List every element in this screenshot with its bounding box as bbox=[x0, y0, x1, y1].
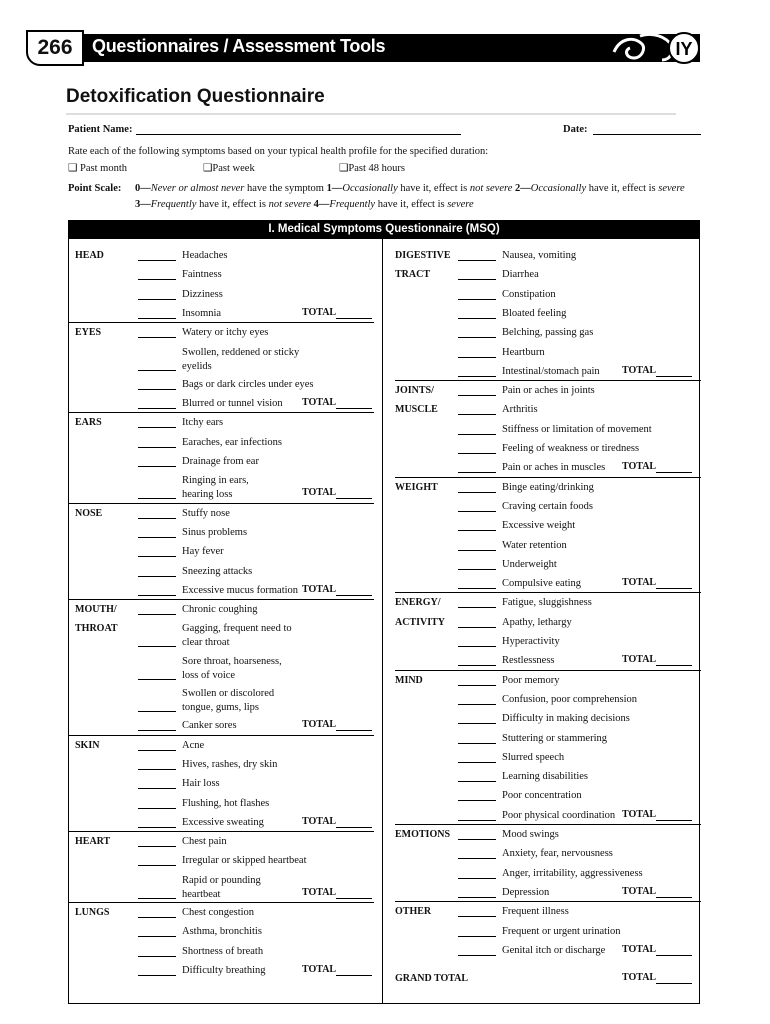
symptom-stuttering-or-stammering: Stuttering or stammering bbox=[502, 732, 607, 744]
symptom-itchy-ears: Itchy ears bbox=[182, 417, 224, 429]
symptom-bags-or-dark-circles-under-eyes: Bags or dark circles under eyes bbox=[182, 378, 314, 390]
symptom-sinus-problems: Sinus problems bbox=[182, 526, 248, 538]
category-head: HEAD bbox=[75, 250, 104, 261]
symptom-intestinal-stomach-pain: Intestinal/stomach pain bbox=[502, 365, 600, 377]
total-field-nose[interactable] bbox=[336, 595, 372, 596]
symptom-learning-disabilities: Learning disabilities bbox=[502, 771, 589, 783]
symptom-heartburn: Heartburn bbox=[502, 346, 545, 358]
svg-text:IY: IY bbox=[675, 39, 693, 59]
total-field-energy-activity[interactable] bbox=[656, 665, 692, 666]
total-label-head: TOTAL bbox=[302, 306, 337, 318]
total-field-head[interactable] bbox=[336, 318, 372, 319]
category-joints-muscle: MUSCLE bbox=[395, 404, 438, 416]
score-blank-sinus-problems[interactable] bbox=[138, 537, 176, 538]
symptom-flushing-hot-flashes: Flushing, hot flashes bbox=[182, 797, 270, 809]
symptom-blurred-or-tunnel-vision: Blurred or tunnel vision bbox=[182, 398, 283, 410]
score-blank-difficulty-in-making-decisions[interactable] bbox=[458, 723, 496, 724]
category-ears: EARS bbox=[75, 417, 102, 429]
symptom-stuffy-nose: Stuffy nose bbox=[182, 507, 230, 519]
symptom-sneezing-attacks: Sneezing attacks bbox=[182, 565, 253, 577]
symptom-hair-loss: Hair loss bbox=[182, 778, 220, 790]
category-mouth-throat: MOUTH/ bbox=[75, 604, 117, 616]
score-blank-depression[interactable] bbox=[458, 897, 496, 898]
score-blank-blurred-or-tunnel-vision[interactable] bbox=[138, 408, 176, 409]
title-divider bbox=[66, 113, 676, 115]
score-blank-nausea-vomiting[interactable] bbox=[458, 260, 496, 261]
score-blank-bags-or-dark-circles-under-eyes[interactable] bbox=[138, 389, 176, 390]
total-label-digestive-tract: TOTAL bbox=[622, 364, 657, 376]
symptom-belching-passing-gas: Belching, passing gas bbox=[502, 327, 594, 339]
total-label-skin: TOTAL bbox=[302, 815, 337, 827]
symptom-ringing-in-ears-hearing-loss: Ringing in ears, hearing loss bbox=[182, 475, 249, 501]
total-label-eyes: TOTAL bbox=[302, 397, 337, 409]
score-blank-underweight[interactable] bbox=[458, 569, 496, 570]
grand-total-field[interactable] bbox=[656, 983, 692, 984]
symptom-hives-rashes-dry-skin: Hives, rashes, dry skin bbox=[182, 758, 278, 770]
checkbox-icon[interactable]: ❑ bbox=[339, 163, 349, 174]
total-field-mind[interactable] bbox=[656, 820, 692, 821]
score-blank-feeling-of-weakness-or-tiredness[interactable] bbox=[458, 453, 496, 454]
score-blank-stuttering-or-stammering[interactable] bbox=[458, 743, 496, 744]
score-blank-chest-congestion[interactable] bbox=[138, 917, 176, 918]
symptom-nausea-vomiting: Nausea, vomiting bbox=[502, 250, 577, 261]
total-label-emotions: TOTAL bbox=[622, 885, 657, 897]
symptom-mood-swings: Mood swings bbox=[502, 829, 559, 840]
total-field-lungs[interactable] bbox=[336, 975, 372, 976]
category-lungs: LUNGS bbox=[75, 907, 110, 918]
symptom-gagging-frequent-need-to-clear-throat: Gagging, frequent need to clear throat bbox=[182, 623, 292, 649]
symptom-frequent-illness: Frequent illness bbox=[502, 906, 569, 918]
category-eyes: EYES bbox=[75, 327, 102, 339]
score-blank-hay-fever[interactable] bbox=[138, 556, 176, 557]
score-blank-faintness[interactable] bbox=[138, 279, 176, 280]
score-blank-itchy-ears[interactable] bbox=[138, 427, 176, 428]
total-label-nose: TOTAL bbox=[302, 583, 337, 595]
symptom-craving-certain-foods: Craving certain foods bbox=[502, 500, 593, 512]
symptom-underweight: Underweight bbox=[502, 558, 557, 570]
patient-name-field[interactable] bbox=[136, 134, 461, 135]
symptom-drainage-from-ear: Drainage from ear bbox=[182, 456, 259, 467]
score-blank-binge-eating-drinking[interactable] bbox=[458, 492, 496, 493]
score-blank-heartburn[interactable] bbox=[458, 357, 496, 358]
symptom-poor-concentration: Poor concentration bbox=[502, 790, 582, 802]
symptom-poor-physical-coordination: Poor physical coordination bbox=[502, 809, 616, 821]
symptom-swollen-or-discolored-tongue-gums-lips: Swollen or discolored tongue, gums, lips bbox=[182, 688, 275, 713]
score-blank-pain-or-aches-in-joints[interactable] bbox=[458, 395, 496, 396]
score-blank-craving-certain-foods[interactable] bbox=[458, 511, 496, 512]
score-blank-intestinal-stomach-pain[interactable] bbox=[458, 376, 496, 377]
category-mouth-throat: THROAT bbox=[75, 623, 118, 635]
symptom-diarrhea: Diarrhea bbox=[502, 269, 539, 281]
score-blank-drainage-from-ear[interactable] bbox=[138, 466, 176, 467]
symptom-hay-fever: Hay fever bbox=[182, 546, 224, 558]
symptom-bloated-feeling: Bloated feeling bbox=[502, 307, 567, 319]
total-label-ears: TOTAL bbox=[302, 487, 337, 499]
group-separator bbox=[68, 412, 374, 413]
symptom-pain-or-aches-in-joints: Pain or aches in joints bbox=[502, 385, 595, 397]
total-label-mind: TOTAL bbox=[622, 808, 657, 820]
total-field-digestive-tract[interactable] bbox=[656, 376, 692, 377]
score-blank-sore-throat-hoarseness-loss-of-voice[interactable] bbox=[138, 679, 176, 680]
symptom-slurred-speech: Slurred speech bbox=[502, 751, 565, 763]
category-skin: SKIN bbox=[75, 739, 100, 751]
score-blank-difficulty-breathing[interactable] bbox=[138, 975, 176, 976]
score-blank-pain-or-aches-in-muscles[interactable] bbox=[458, 472, 496, 473]
symptom-swollen-reddened-or-sticky-eyelids: Swollen, reddened or sticky eyelids bbox=[182, 346, 300, 372]
category-emotions: EMOTIONS bbox=[395, 829, 451, 840]
group-separator bbox=[68, 735, 374, 736]
section-title: Questionnaires / Assessment Tools bbox=[92, 36, 386, 56]
symptom-earaches-ear-infections: Earaches, ear infections bbox=[182, 436, 282, 448]
patient-name-label: Patient Name: bbox=[68, 124, 133, 135]
category-mind: MIND bbox=[395, 674, 423, 686]
total-field-other[interactable] bbox=[656, 955, 692, 956]
instructions-text: Rate each of the following symptoms based on your typical health profile for the specified duration: bbox=[68, 146, 489, 157]
category-heart: HEART bbox=[75, 836, 111, 848]
score-blank-flushing-hot-flashes[interactable] bbox=[138, 808, 176, 809]
score-blank-asthma-bronchitis[interactable] bbox=[138, 936, 176, 937]
group-separator bbox=[395, 477, 701, 478]
score-blank-apathy-lethargy[interactable] bbox=[458, 627, 496, 628]
group-separator bbox=[395, 592, 701, 593]
group-separator bbox=[68, 599, 374, 600]
category-energy-activity: ACTIVITY bbox=[395, 616, 446, 628]
symptom-frequent-or-urgent-urination: Frequent or urgent urination bbox=[502, 925, 621, 937]
duration-past-week[interactable]: ❑Past week bbox=[203, 163, 255, 174]
group-separator bbox=[68, 322, 374, 323]
score-blank-poor-physical-coordination[interactable] bbox=[458, 820, 496, 821]
score-blank-arthritis[interactable] bbox=[458, 414, 496, 415]
grand-total-total-label: TOTAL bbox=[622, 972, 657, 983]
score-blank-swollen-reddened-or-sticky-eyelids[interactable] bbox=[138, 370, 176, 371]
score-blank-rapid-or-pounding-heartbeat[interactable] bbox=[138, 898, 176, 899]
duration-past-month[interactable]: ❑ Past month bbox=[68, 163, 128, 174]
scale-entry-0: 0—Never or almost never have the symptom bbox=[135, 183, 324, 194]
score-blank-excessive-sweating[interactable] bbox=[138, 827, 176, 828]
total-field-joints-muscle[interactable] bbox=[656, 472, 692, 473]
msq-section-header: I. Medical Symptoms Questionnaire (MSQ) bbox=[68, 220, 700, 238]
score-blank-stiffness-or-limitation-of-movement[interactable] bbox=[458, 434, 496, 435]
score-blank-shortness-of-breath[interactable] bbox=[138, 956, 176, 957]
symptom-arthritis: Arthritis bbox=[502, 404, 538, 416]
score-blank-frequent-or-urgent-urination[interactable] bbox=[458, 936, 496, 937]
total-field-skin[interactable] bbox=[336, 827, 372, 828]
score-blank-anger-irritability-aggressiveness[interactable] bbox=[458, 878, 496, 879]
score-blank-gagging-frequent-need-to-clear-throat[interactable] bbox=[138, 646, 176, 647]
symptom-insomnia: Insomnia bbox=[182, 307, 222, 319]
score-blank-slurred-speech[interactable] bbox=[458, 762, 496, 763]
date-field[interactable] bbox=[593, 134, 701, 135]
symptom-chest-congestion: Chest congestion bbox=[182, 907, 255, 918]
score-blank-diarrhea[interactable] bbox=[458, 279, 496, 280]
symptom-poor-memory: Poor memory bbox=[502, 674, 560, 686]
score-blank-acne[interactable] bbox=[138, 750, 176, 751]
score-blank-insomnia[interactable] bbox=[138, 318, 176, 319]
total-field-ears[interactable] bbox=[336, 498, 372, 499]
point-scale-line-2 bbox=[135, 199, 474, 210]
symptoms-table bbox=[68, 238, 700, 1004]
group-separator bbox=[395, 670, 701, 671]
total-field-emotions[interactable] bbox=[656, 897, 692, 898]
symptom-shortness-of-breath: Shortness of breath bbox=[182, 945, 264, 957]
grand-total-label: GRAND TOTAL bbox=[395, 973, 469, 984]
scale-entry-2: 2—Occasionally have it, effect is severe bbox=[514, 183, 685, 194]
total-label-energy-activity: TOTAL bbox=[622, 654, 657, 666]
point-scale-line-1 bbox=[135, 183, 685, 194]
category-weight: WEIGHT bbox=[395, 481, 438, 493]
symptom-water-retention: Water retention bbox=[502, 539, 567, 551]
total-label-other: TOTAL bbox=[622, 943, 657, 955]
category-energy-activity: ENERGY/ bbox=[395, 597, 441, 609]
score-blank-watery-or-itchy-eyes[interactable] bbox=[138, 337, 176, 338]
category-other: OTHER bbox=[395, 906, 432, 918]
score-blank-earaches-ear-infections[interactable] bbox=[138, 447, 176, 448]
symptom-faintness: Faintness bbox=[182, 269, 222, 281]
date-label: Date: bbox=[563, 124, 588, 135]
symptom-pain-or-aches-in-muscles: Pain or aches in muscles bbox=[502, 462, 606, 474]
symptom-restlessness: Restlessness bbox=[502, 655, 555, 667]
symptom-chronic-coughing: Chronic coughing bbox=[182, 604, 258, 616]
symptom-asthma-bronchitis: Asthma, bronchitis bbox=[182, 926, 262, 938]
total-field-eyes[interactable] bbox=[336, 408, 372, 409]
symptom-constipation: Constipation bbox=[502, 288, 556, 300]
total-label-heart: TOTAL bbox=[302, 886, 337, 898]
group-separator bbox=[395, 824, 701, 825]
score-blank-excessive-mucus-formation[interactable] bbox=[138, 595, 176, 596]
score-blank-anxiety-fear-nervousness[interactable] bbox=[458, 858, 496, 859]
symptom-canker-sores: Canker sores bbox=[182, 720, 237, 732]
group-separator bbox=[68, 831, 374, 832]
duration-past-48-hours[interactable]: ❑Past 48 hours bbox=[339, 163, 406, 174]
symptom-depression: Depression bbox=[502, 886, 550, 898]
group-separator bbox=[68, 503, 374, 504]
total-field-mouth-throat[interactable] bbox=[336, 730, 372, 731]
symptom-binge-eating-drinking: Binge eating/drinking bbox=[502, 481, 594, 493]
symptom-excessive-sweating: Excessive sweating bbox=[182, 816, 264, 828]
symptom-stiffness-or-limitation-of-movement: Stiffness or limitation of movement bbox=[502, 423, 652, 435]
group-separator bbox=[395, 380, 701, 381]
score-blank-ringing-in-ears-hearing-loss[interactable] bbox=[138, 498, 176, 499]
symptom-compulsive-eating: Compulsive eating bbox=[502, 578, 582, 590]
score-blank-belching-passing-gas[interactable] bbox=[458, 337, 496, 338]
score-blank-compulsive-eating[interactable] bbox=[458, 588, 496, 589]
symptom-rapid-or-pounding-heartbeat: Rapid or pounding heartbeat bbox=[182, 874, 261, 900]
score-blank-canker-sores[interactable] bbox=[138, 730, 176, 731]
scale-entry-4: 4—Frequently have it, effect is severe bbox=[313, 199, 474, 210]
symptom-excessive-mucus-formation: Excessive mucus formation bbox=[182, 584, 299, 596]
score-blank-water-retention[interactable] bbox=[458, 550, 496, 551]
total-field-weight[interactable] bbox=[656, 588, 692, 589]
score-blank-confusion-poor-comprehension[interactable] bbox=[458, 704, 496, 705]
score-blank-hyperactivity[interactable] bbox=[458, 646, 496, 647]
total-label-joints-muscle: TOTAL bbox=[622, 461, 657, 473]
group-separator bbox=[395, 901, 701, 902]
symptom-anger-irritability-aggressiveness: Anger, irritability, aggressiveness bbox=[502, 867, 643, 879]
checkbox-icon[interactable]: ❑ bbox=[68, 163, 78, 174]
score-blank-chronic-coughing[interactable] bbox=[138, 614, 176, 615]
symptom-irregular-or-skipped-heartbeat: Irregular or skipped heartbeat bbox=[182, 855, 307, 867]
symptom-excessive-weight: Excessive weight bbox=[502, 520, 576, 532]
total-field-heart[interactable] bbox=[336, 898, 372, 899]
column-divider bbox=[382, 238, 383, 1004]
symptom-sore-throat-hoarseness-loss-of-voice: Sore throat, hoarseness, loss of voice bbox=[182, 655, 282, 681]
score-blank-hair-loss[interactable] bbox=[138, 788, 176, 789]
page-number: 266 bbox=[26, 30, 84, 66]
symptom-confusion-poor-comprehension: Confusion, poor comprehension bbox=[502, 693, 638, 705]
category-digestive-tract: DIGESTIVE bbox=[395, 250, 451, 261]
symptom-watery-or-itchy-eyes: Watery or itchy eyes bbox=[182, 327, 269, 339]
score-blank-frequent-illness[interactable] bbox=[458, 916, 496, 917]
score-blank-poor-concentration[interactable] bbox=[458, 800, 496, 801]
score-blank-chest-pain[interactable] bbox=[138, 846, 176, 847]
document-title: Detoxification Questionnaire bbox=[66, 86, 325, 107]
score-blank-mood-swings[interactable] bbox=[458, 839, 496, 840]
scale-entry-1: 1—Occasionally have it, effect is not severe bbox=[326, 183, 513, 194]
symptom-difficulty-in-making-decisions: Difficulty in making decisions bbox=[502, 713, 630, 725]
checkbox-icon[interactable]: ❑ bbox=[203, 163, 213, 174]
category-joints-muscle: JOINTS/ bbox=[395, 385, 434, 397]
symptom-difficulty-breathing: Difficulty breathing bbox=[182, 964, 266, 976]
score-blank-restlessness[interactable] bbox=[458, 665, 496, 666]
group-separator bbox=[68, 902, 374, 903]
symptom-chest-pain: Chest pain bbox=[182, 836, 227, 848]
symptom-apathy-lethargy: Apathy, lethargy bbox=[502, 616, 572, 628]
symptom-fatigue-sluggishness: Fatigue, sluggishness bbox=[502, 597, 592, 609]
symptom-acne: Acne bbox=[182, 739, 205, 751]
score-blank-hives-rashes-dry-skin[interactable] bbox=[138, 769, 176, 770]
score-blank-constipation[interactable] bbox=[458, 299, 496, 300]
total-label-mouth-throat: TOTAL bbox=[302, 719, 337, 731]
score-blank-sneezing-attacks[interactable] bbox=[138, 576, 176, 577]
symptom-genital-itch-or-discharge: Genital itch or discharge bbox=[502, 944, 606, 956]
score-blank-bloated-feeling[interactable] bbox=[458, 318, 496, 319]
total-label-weight: TOTAL bbox=[622, 577, 657, 589]
score-blank-dizziness[interactable] bbox=[138, 299, 176, 300]
category-nose: NOSE bbox=[75, 507, 103, 519]
point-scale-label: Point Scale: bbox=[68, 183, 122, 194]
ifm-logo-icon bbox=[612, 30, 700, 66]
score-blank-excessive-weight[interactable] bbox=[458, 530, 496, 531]
score-blank-irregular-or-skipped-heartbeat[interactable] bbox=[138, 865, 176, 866]
score-blank-genital-itch-or-discharge[interactable] bbox=[458, 955, 496, 956]
score-blank-fatigue-sluggishness[interactable] bbox=[458, 607, 496, 608]
symptom-hyperactivity: Hyperactivity bbox=[502, 636, 560, 647]
score-blank-poor-memory[interactable] bbox=[458, 685, 496, 686]
symptom-headaches: Headaches bbox=[182, 250, 228, 261]
symptom-anxiety-fear-nervousness: Anxiety, fear, nervousness bbox=[502, 848, 613, 860]
score-blank-stuffy-nose[interactable] bbox=[138, 518, 176, 519]
total-label-lungs: TOTAL bbox=[302, 963, 337, 975]
score-blank-learning-disabilities[interactable] bbox=[458, 781, 496, 782]
category-digestive-tract: TRACT bbox=[395, 269, 431, 281]
symptom-feeling-of-weakness-or-tiredness: Feeling of weakness or tiredness bbox=[502, 443, 640, 454]
symptom-dizziness: Dizziness bbox=[182, 288, 223, 300]
score-blank-swollen-or-discolored-tongue-gums-lips[interactable] bbox=[138, 711, 176, 712]
score-blank-headaches[interactable] bbox=[138, 260, 176, 261]
scale-entry-3: 3—Frequently have it, effect is not severe bbox=[135, 199, 312, 210]
